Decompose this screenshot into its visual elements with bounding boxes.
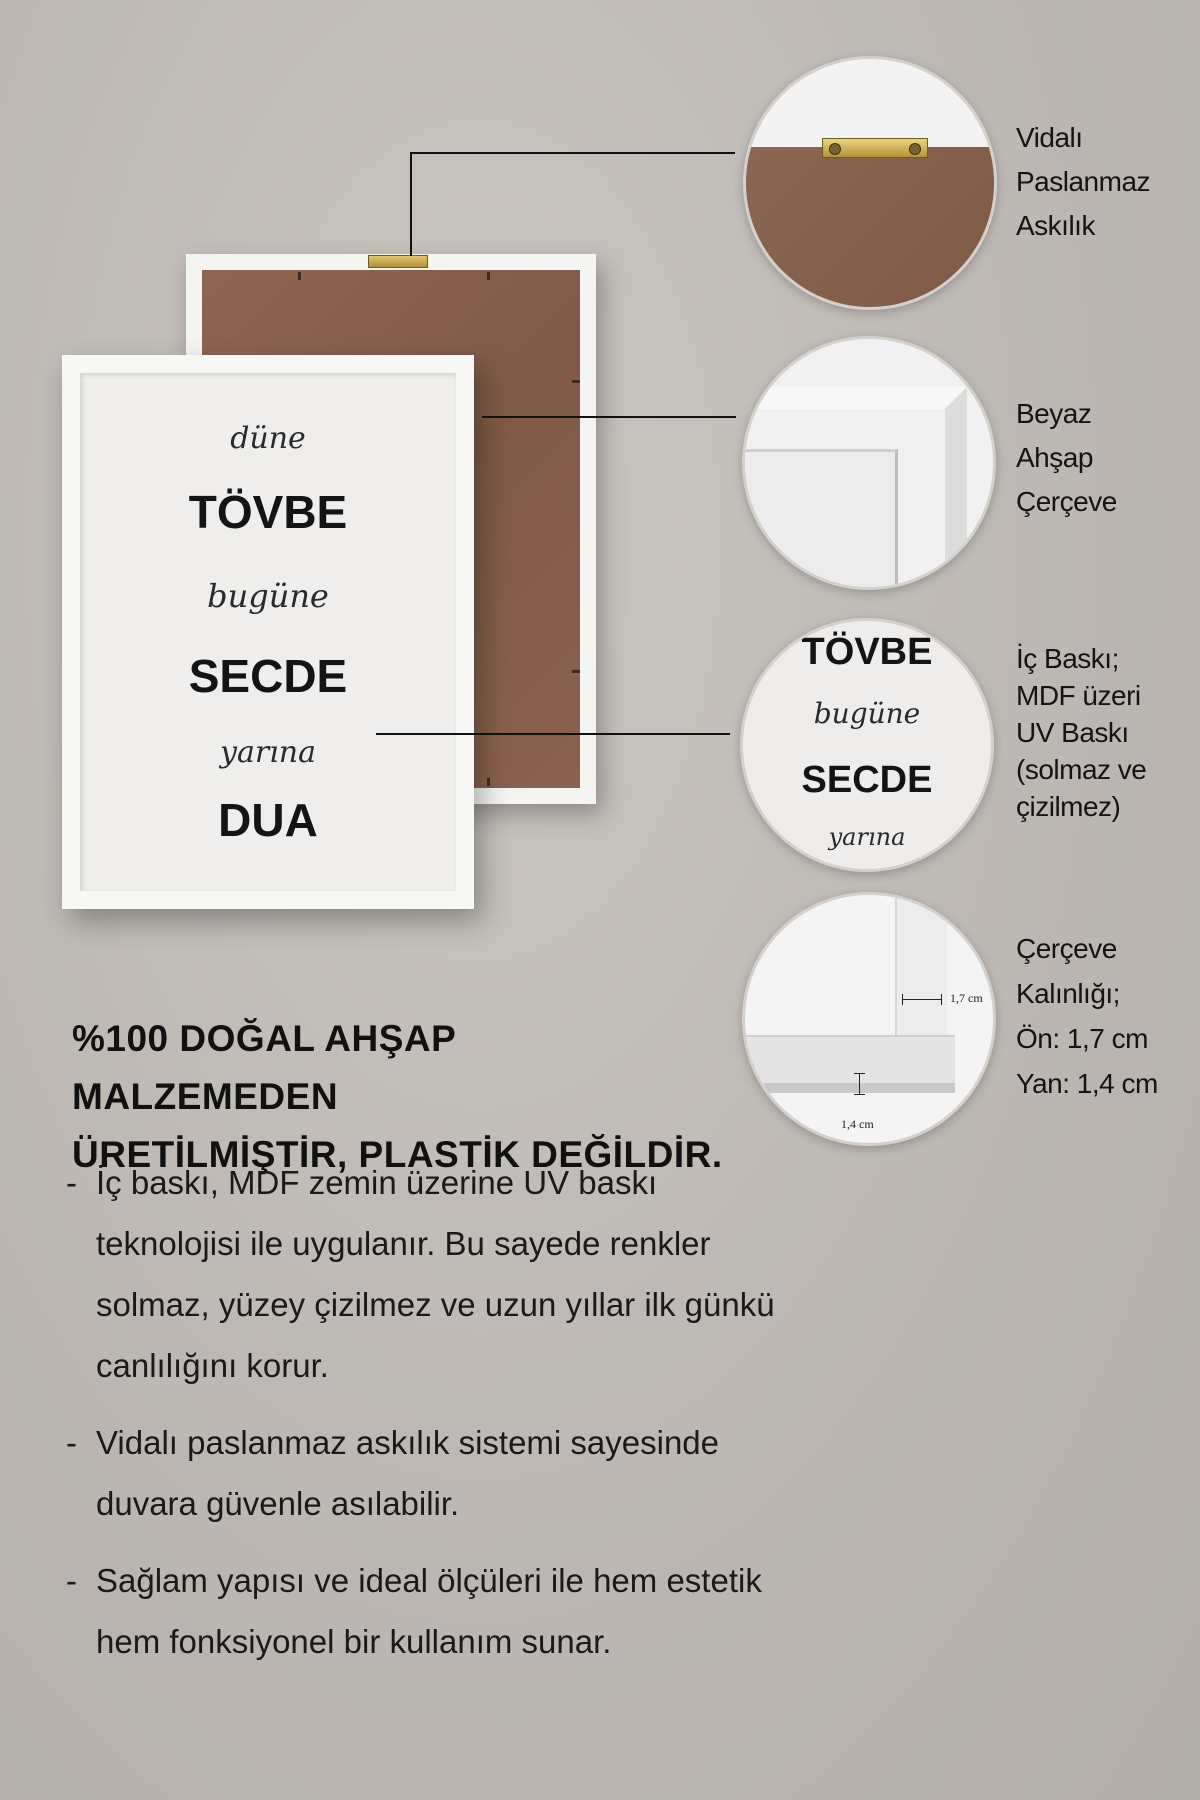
label-line: İç Baskı;: [1016, 643, 1119, 674]
hanger-icon: [368, 255, 428, 268]
screw-icon: [909, 143, 921, 155]
list-item-text: Sağlam yapısı ve ideal ölçüleri ile hem estetik hem fonksiyonel bir kullanım sunar.: [96, 1562, 762, 1660]
thickness-detail-circle: [742, 892, 996, 1146]
nail: [487, 778, 490, 786]
hanger-detail-circle: [743, 56, 997, 310]
print-bold-line: DUA: [218, 794, 318, 846]
feature-list: [66, 1152, 786, 1688]
dimension-line: [859, 1073, 860, 1095]
label-line: çizilmez): [1016, 791, 1121, 822]
leader-line: [482, 416, 736, 418]
list-item-text: İç baskı, MDF zemin üzerine UV baskı teknolojisi ile uygulanır. Bu sayede renkler solmaz, yüzey çizilmez ve uzun yıllar ilk günkü canlılığını korur.: [96, 1164, 775, 1384]
bullet-dash: -: [66, 1562, 77, 1599]
hanger-icon: [822, 138, 928, 158]
frame-label: [1016, 392, 1117, 524]
frame-top-edge: [746, 59, 994, 147]
print-script-line: yarına: [220, 735, 316, 770]
hanger-label: [1016, 116, 1150, 248]
print-detail-circle: [740, 618, 994, 872]
list-item: [66, 1412, 786, 1534]
dimension-line: [941, 994, 942, 1005]
label-line: Ahşap: [1016, 442, 1093, 473]
front-thickness-dim: 1,7 cm: [950, 991, 983, 1005]
headline-line: %100 DOĞAL AHŞAP MALZEMEDEN: [72, 1018, 456, 1117]
dimension-line: [902, 994, 903, 1005]
frame-front-edge: [895, 895, 947, 1035]
print-script-line: düne: [230, 421, 306, 456]
side-thickness-dim: 1,4 cm: [841, 1117, 874, 1131]
nail: [572, 380, 580, 383]
print-bold-line: TÖVBE: [801, 631, 933, 673]
label-line: (solmaz ve: [1016, 754, 1147, 785]
label-line: MDF üzeri: [1016, 680, 1141, 711]
label-line: Çerçeve: [1016, 486, 1117, 517]
label-line: Çerçeve: [1016, 933, 1117, 964]
print-bold-line: TÖVBE: [188, 486, 348, 538]
list-item: [66, 1152, 786, 1396]
poster-print: [80, 373, 456, 891]
frame-side-edge: [745, 1083, 955, 1093]
label-line: UV Baskı: [1016, 717, 1129, 748]
dimension-line: [902, 999, 942, 1000]
list-item-text: Vidalı paslanmaz askılık sistemi sayesinde duvara güvenle asılabilir.: [96, 1424, 720, 1522]
leader-line: [376, 733, 730, 735]
list-item: [66, 1550, 786, 1672]
print-bold-line: SECDE: [188, 650, 348, 702]
headline-line: ÜRETİLMİŞTİR, PLASTİK DEĞİLDİR.: [72, 1134, 723, 1175]
front-frame: [62, 355, 474, 909]
label-line: Beyaz: [1016, 398, 1092, 429]
print-script-line: yarına: [828, 823, 906, 851]
label-line: Kalınlığı;: [1016, 978, 1120, 1009]
print-label: [1016, 640, 1146, 825]
bullet-dash: -: [66, 1424, 77, 1461]
label-line: Ön: 1,7 cm: [1016, 1023, 1148, 1054]
nail: [572, 670, 580, 673]
label-line: Vidalı: [1016, 122, 1083, 153]
print-bold-line: SECDE: [801, 759, 933, 801]
frame-corner-inner: [745, 449, 898, 590]
nail: [487, 272, 490, 280]
dimension-line: [854, 1094, 865, 1095]
screw-icon: [829, 143, 841, 155]
bullet-dash: -: [66, 1164, 77, 1201]
mdf-detail: [746, 147, 994, 307]
frame-corner-circle: [742, 336, 996, 590]
dimension-line: [854, 1073, 865, 1074]
print-script-line: bugüne: [207, 577, 329, 615]
thickness-label: [1016, 926, 1158, 1106]
label-line: Paslanmaz: [1016, 166, 1151, 197]
frame-bottom-edge: [745, 1035, 955, 1087]
leader-line: [410, 152, 735, 154]
print-script-line: bugüne: [813, 697, 921, 730]
leader-line: [410, 152, 412, 256]
nail: [298, 272, 301, 280]
label-line: Askılık: [1016, 210, 1095, 241]
label-line: Yan: 1,4 cm: [1016, 1068, 1158, 1099]
